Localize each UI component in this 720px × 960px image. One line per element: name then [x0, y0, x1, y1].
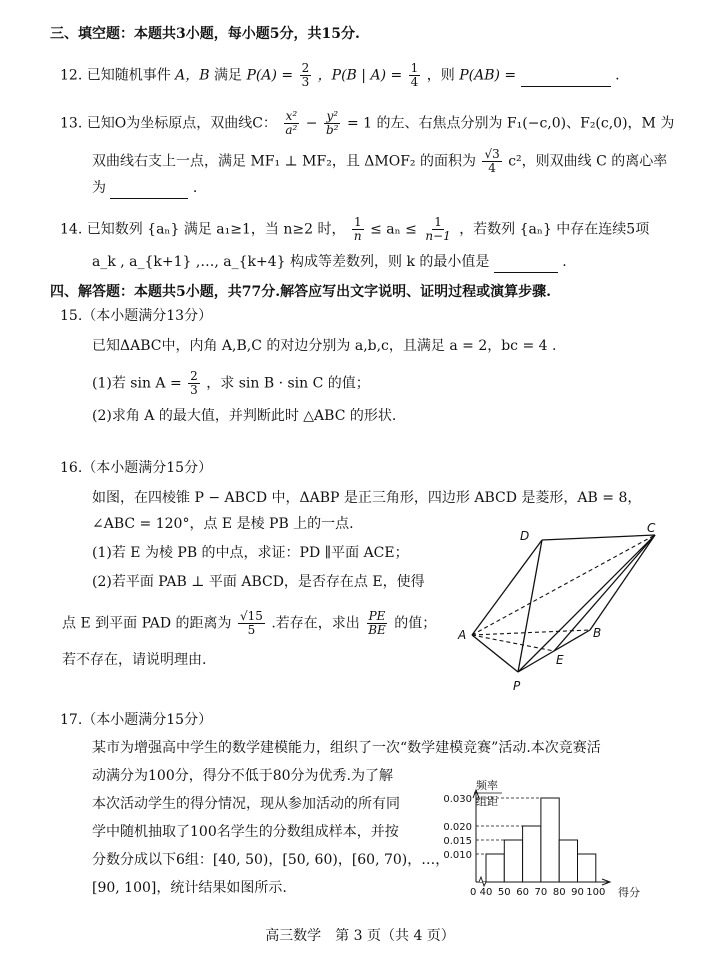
edge-ae-hidden [472, 635, 554, 651]
q12-text1: 满足 [214, 67, 243, 84]
q16-part3b: .若存在，求出 [271, 615, 360, 632]
q13-a2: a² [285, 123, 298, 137]
q16-pe: PE [368, 609, 386, 623]
section3-title: 三、填空题：本题共3小题，每小题5分，共15分. [50, 26, 360, 42]
q15-part2: (2)求角 A 的最大值，并判断此时 △ABC 的形状. [92, 408, 397, 424]
q13-minus: − [305, 115, 318, 132]
q16-part2: (2)若平面 PAB ⊥ 平面 ABCD，是否存在点 E，使得 [92, 574, 425, 590]
histogram-ylabel-bottom: 组距 [476, 795, 498, 808]
q14-leq: ≤ aₙ ≤ [370, 221, 417, 238]
q12-pa-fraction [300, 62, 312, 89]
q12-pa-denominator: 3 [301, 75, 310, 89]
q12-pba-fraction [409, 62, 421, 89]
q16-heading: 16.（本小题满分15分） [60, 460, 213, 476]
q15-line1: 已知ΔABC中，内角 A,B,C 的对边分别为 a,b,c，且满足 a = 2，bc = 4 . [92, 338, 557, 354]
q16-part3a: 点 E 到平面 PAD 的距离为 [62, 615, 232, 632]
q16-part3c: 的值； [394, 615, 437, 632]
q16-line1: 如图，在四棱锥 P − ABCD 中，ΔABP 是正三角形，四边形 ABCD 是菱形，AB = 8， [92, 490, 642, 506]
q17-line4: 学中随机抽取了100名学生的分数组成样本，并按 [92, 824, 399, 840]
q14-number: 14. [60, 221, 83, 238]
histogram-xtick-label: 70 [534, 887, 548, 898]
q16-sqrt15: √15 [239, 609, 263, 623]
q13-line2a: 双曲线右支上一点，满足 MF₁ ⊥ MF₂，且 ΔMOF₂ 的面积为 [92, 153, 476, 170]
pyramid-figure [440, 520, 670, 700]
histogram-xtick-label: 90 [571, 887, 584, 898]
q15-part1a: (1)若 sin A = [92, 375, 182, 392]
question-13-line1 [60, 110, 674, 137]
histogram-bar [559, 840, 577, 882]
q13-x2: x² [285, 109, 298, 123]
q16-ratio-fraction [366, 610, 388, 637]
vertex-label-d: D [520, 529, 530, 543]
question-13-line2 [92, 148, 667, 175]
q17-line2: 动满分为100分，得分不低于80分为优秀.为了解 [92, 768, 393, 784]
histogram-ylabel-top: 频率 [476, 779, 498, 792]
histogram-bar [541, 798, 559, 882]
q14-line1a: 已知数列 {aₙ} 满足 a₁≥1，当 n≥2 时， [86, 221, 346, 238]
histogram-xtick-label: 100 [586, 887, 606, 898]
question-14-line1 [60, 216, 649, 243]
q14-one-a: 1 [353, 215, 362, 229]
edge-ab-hidden [472, 630, 590, 635]
q12-events: A，B [175, 67, 210, 84]
question-13-line3 [92, 178, 197, 199]
q16-five: 5 [247, 623, 256, 637]
edge-dc [542, 535, 655, 540]
q14-lower-fraction [352, 216, 364, 243]
vertex-label-c: C [647, 521, 656, 535]
histogram-xlabel: 得分 [618, 886, 640, 899]
q13-b2: b² [325, 123, 339, 137]
histogram-bar [523, 826, 541, 882]
edge-ac-hidden [472, 535, 655, 635]
q13-number: 13. [60, 115, 83, 132]
q13-answer-blank [110, 178, 188, 199]
histogram-xtick-label: 80 [552, 887, 566, 898]
q12-pa: P(A) = [246, 67, 294, 84]
q15-heading: 15.（本小题满分13分） [60, 308, 213, 324]
q17-line3: 本次活动学生的得分情况，现从参加活动的所有同 [92, 796, 400, 812]
q14-line2: a_k , a_{k+1} ,…, a_{k+4} 构成等差数列，则 k 的最小值是 [92, 254, 490, 270]
q13-end: . [192, 180, 198, 196]
vertex-label-p: P [513, 679, 521, 693]
question-12 [60, 62, 620, 89]
histogram-ytick-label: 0.015 [443, 836, 472, 847]
histogram-origin-label: 0 [470, 887, 477, 898]
histogram-xtick-label: 40 [479, 887, 493, 898]
question-14-line2 [92, 252, 567, 273]
vertex-label-e: E [556, 653, 564, 667]
q13-y-fraction [324, 110, 341, 137]
q12-text2: ，则 [426, 67, 455, 84]
q16-part3 [62, 610, 436, 637]
q17-heading: 17.（本小题满分15分） [60, 712, 213, 728]
q13-line1a: 已知O为坐标原点，双曲线C： [86, 115, 277, 132]
q13-area-fraction [482, 148, 501, 175]
edge-da [472, 540, 542, 635]
q15-numerator: 2 [190, 369, 198, 383]
q13-line3: 为 [92, 180, 106, 196]
q12-number: 12. [60, 67, 83, 84]
q16-be: BE [368, 623, 386, 637]
histogram-ytick-label: 0.020 [443, 822, 472, 833]
q12-pba-numerator: 1 [410, 61, 419, 75]
histogram-xtick-label: 50 [497, 887, 511, 898]
q12-end: . [615, 67, 620, 84]
q12-answer-blank [521, 66, 611, 87]
q12-pba-denominator: 4 [410, 75, 419, 89]
histogram-bar [578, 854, 596, 882]
q14-line1b: ，若数列 {aₙ} 中存在连续5项 [459, 221, 650, 238]
q17-line5: 分数分成以下6组：[40, 50)，[50, 60)，[60, 70)，…， [92, 852, 450, 868]
q14-answer-blank [494, 252, 558, 273]
q15-part1b: ，求 sin B · sin C 的值； [206, 375, 370, 392]
q12-pab: P(AB) = [459, 67, 517, 84]
q16-line2: ∠ABC = 120°，点 E 是棱 PB 上的一点. [92, 516, 354, 532]
q14-one-b: 1 [434, 215, 442, 229]
q12-pa-numerator: 2 [301, 61, 310, 75]
score-histogram [430, 778, 660, 900]
q16-part1: (1)若 E 为棱 PB 的中点，求证：PD ∥平面 ACE； [92, 545, 409, 561]
q13-line2b: c²，则双曲线 C 的离心率 [508, 153, 668, 170]
q12-pba: ，P(B | A) = [317, 67, 403, 84]
q13-four: 4 [488, 161, 496, 175]
q12-pre: 已知随机事件 [86, 67, 171, 84]
histogram-bar [504, 840, 522, 882]
vertex-label-b: B [593, 626, 602, 640]
q14-upper-fraction [423, 216, 452, 243]
edge-ce [554, 535, 655, 651]
page-footer: 高三数学 第 3 页（共 4 页） [265, 928, 455, 944]
edge-cb [590, 535, 655, 630]
histogram-xtick-label: 60 [516, 887, 529, 898]
q14-n-minus-1: n−1 [425, 229, 451, 243]
vertex-label-a: A [458, 628, 467, 642]
q16-part4: 若不存在，请说明理由. [62, 652, 207, 668]
q15-part1 [92, 370, 370, 397]
section4-title: 四、解答题：本题共5小题，共77分.解答应写出文字说明、证明过程或演算步骤. [50, 284, 551, 300]
q15-sina-fraction [188, 370, 200, 397]
histogram-bar [486, 854, 504, 882]
q13-sqrt3: √3 [484, 147, 500, 161]
histogram-ytick-label: 0.010 [443, 850, 472, 861]
q14-n: n [353, 229, 362, 243]
q14-end: . [562, 254, 567, 270]
q13-x-fraction [283, 110, 299, 137]
q13-line1b: = 1 的左、右焦点分别为 F₁(−c,0)、F₂(c,0)，M 为 [346, 115, 675, 132]
q17-line6: [90, 100]，统计结果如图所示. [92, 880, 287, 896]
q17-line1: 某市为增强高中学生的数学建模能力，组织了一次“数学建模竞赛”活动.本次竞赛活 [92, 740, 601, 756]
histogram-ytick-label: 0.030 [443, 794, 472, 805]
edge-ap [472, 635, 518, 672]
q16-distance-fraction [238, 610, 265, 637]
q15-denominator: 3 [190, 383, 198, 397]
q13-y2: y² [326, 109, 339, 123]
